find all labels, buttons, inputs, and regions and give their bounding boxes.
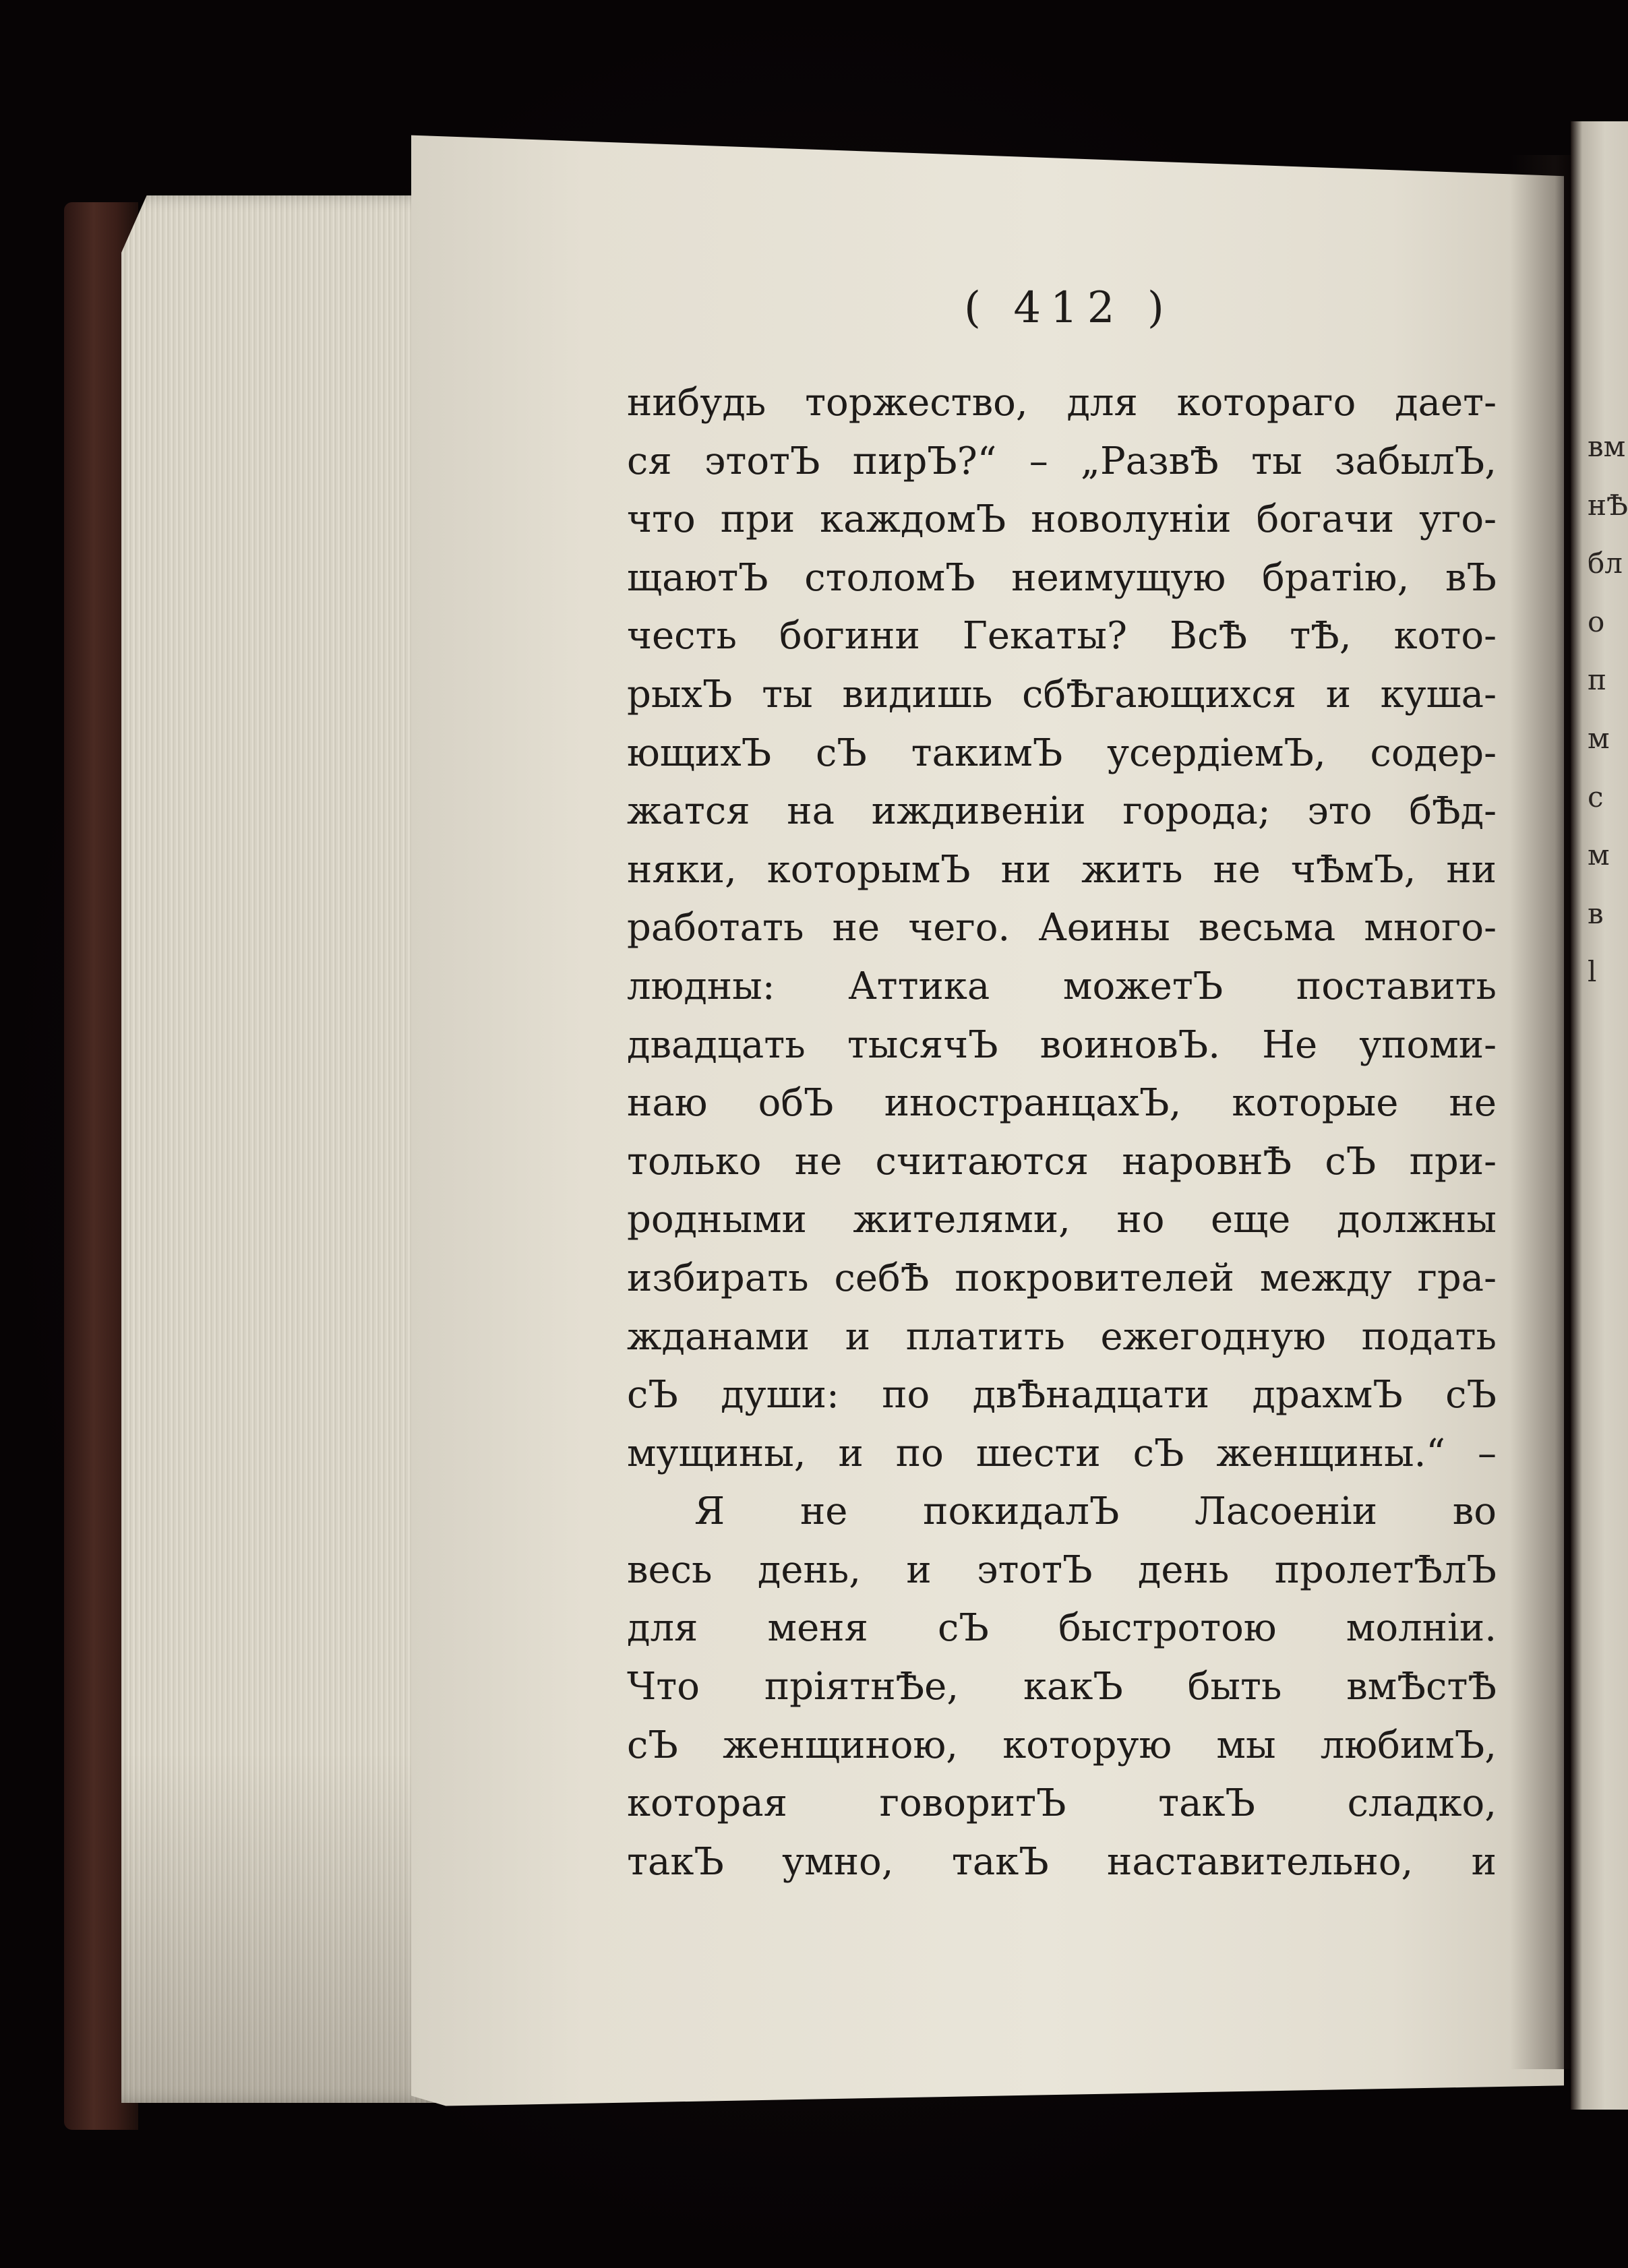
fragment-text: в [1588,896,1604,930]
text-line: жатся на иждивенiи города; это бѢд- [627,789,1497,834]
fragment-text: м [1588,721,1610,755]
text-line: ся этотЪ пирЪ?“ – „РазвѢ ты забылЪ, [627,439,1497,483]
text-line: мущины, и по шести сЪ женщины.“ – [627,1431,1497,1475]
text-line: жданами и платить ежегодную подать [627,1314,1497,1359]
fragment-text: м [1588,838,1610,872]
text-line: двадцать тысячЪ воиновЪ. Не упоми- [627,1022,1497,1067]
fragment-text: вм [1588,430,1626,463]
text-line: людны: Аттика можетЪ поставить [627,964,1497,1008]
text-line: работать не чего. Аөины весьма много- [627,906,1497,950]
text-line: щаютЪ столомЪ неимущую братiю, вЪ [627,555,1497,600]
text-line: нибудь торжество, для котораго дает- [627,381,1497,425]
fragment-text: бл [1588,547,1623,580]
text-line-paragraph-start: Я не покидалЪ Ласоенiи во [694,1490,1497,1534]
text-line: ющихЪ сЪ такимЪ усердiемЪ, содер- [627,731,1497,775]
page-gutter-shadow [1510,155,1574,2069]
page-number: ( 412 ) [964,283,1174,333]
fragment-text: l [1588,955,1597,989]
next-page-fragments [1588,418,1628,1002]
text-line: честь богини Гекаты? ВсѢ тѢ, кото- [627,614,1497,658]
page-edges-shadow [121,1752,438,2103]
text-line: наю обЪ иностранцахЪ, которые не [627,1081,1497,1126]
text-line: рыхЪ ты видишь сбѢгающихся и куша- [627,672,1497,716]
text-line: Что прiятнѢе, какЪ быть вмѢстѢ [627,1665,1497,1709]
text-line: сЪ женщиною, которую мы любимЪ, [627,1723,1497,1767]
text-line: няки, которымЪ ни жить не чѢмЪ, ни [627,847,1497,892]
text-line: что при каждомЪ новолунiи богачи уго- [627,497,1497,542]
text-line: родными жителями, но еще должны [627,1198,1497,1242]
fragment-text: о [1588,605,1605,638]
text-line: только не считаются наровнѢ сЪ при- [627,1139,1497,1184]
text-line: для меня сЪ быстротою молнiи. [627,1606,1497,1651]
fragment-text: с [1588,780,1604,814]
text-line: которая говоритЪ такЪ сладко, [627,1781,1497,1826]
text-line: сЪ души: по двѢнадцати драхмЪ сЪ [627,1373,1497,1417]
text-line: такЪ умно, такЪ наставительно, и [627,1839,1497,1884]
fragment-text: п [1588,663,1606,697]
page-body-text [627,374,1497,1891]
fragment-text: нѢ [1588,488,1628,522]
text-line: избирать себѢ покровителей между гра- [627,1256,1497,1300]
text-line: весь день, и этотЪ день пролетѢлЪ [627,1547,1497,1592]
